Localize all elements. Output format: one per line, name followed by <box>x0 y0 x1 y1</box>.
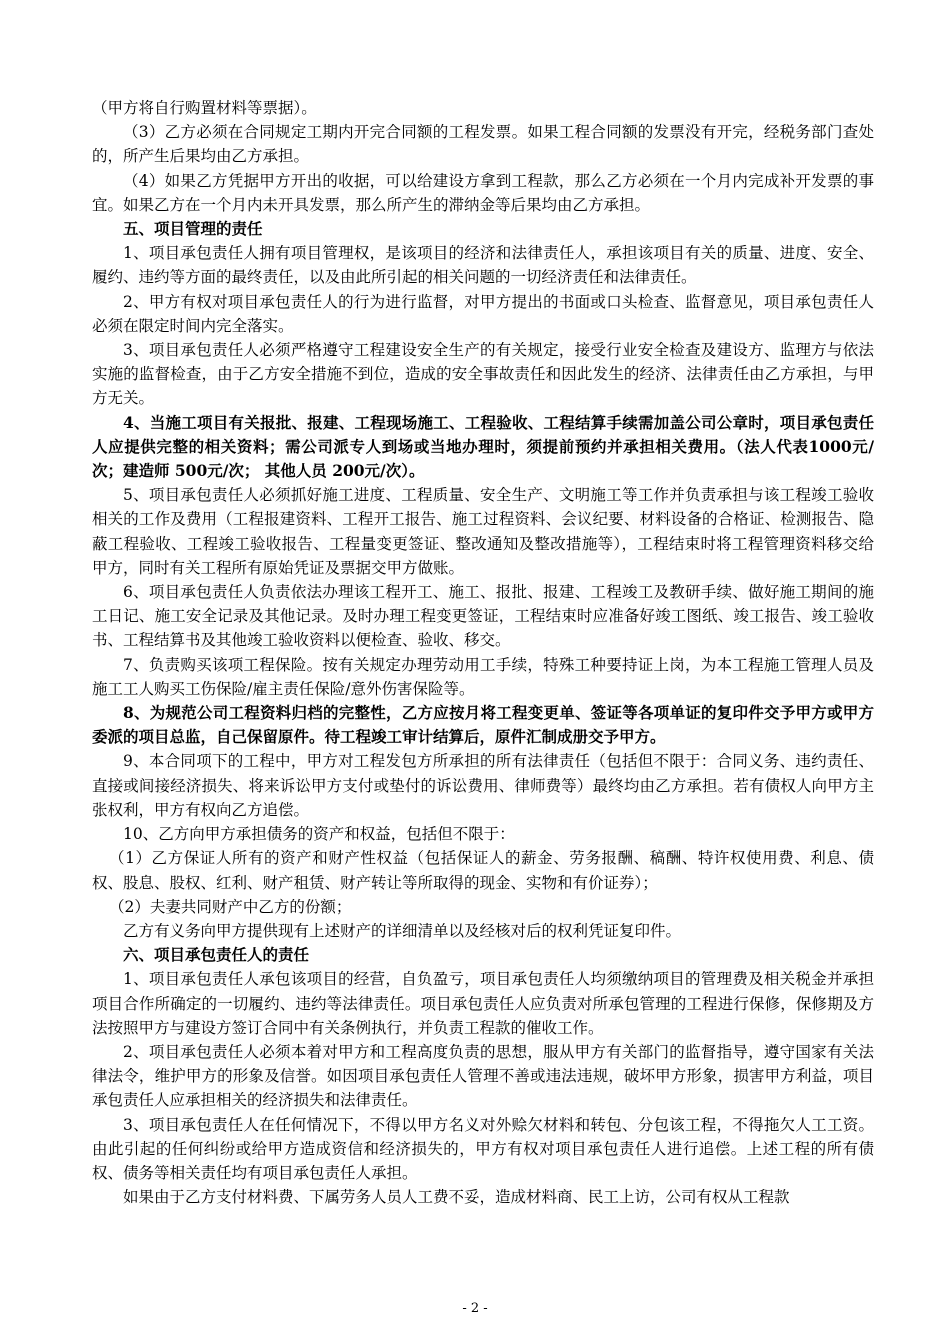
paragraph: 10、乙方向甲方承担债务的资产和权益，包括但不限于： <box>123 825 515 844</box>
paragraph: 3、项目承包责任人在任何情况下，不得以甲方名义对外赊欠材料和转包、分包该工程，不得拖欠人工工资。由此引起的任何纠纷或给甲方造成资信和经济损失的，甲方有权对项目承包责任人进行追偿。上述工程的所有债权、债务等相关责任均有项目承包责任人承担。 <box>92 1115 874 1182</box>
paragraph: （1）乙方保证人所有的资产和财产性权益（包括保证人的薪金、劳务报酬、稿酬、特许权使用费、利息、债权、股息、股权、红利、财产租赁、财产转让等所取得的现金、实物和有价证券）； <box>92 849 874 892</box>
page-number: - 2 - <box>462 1301 488 1316</box>
paragraph: 4、当施工项目有关报批、报建、工程现场施工、工程验收、工程结算手续需加盖公司公章时，项目承包责任人应提供完整的相关资料；需公司派专人到场或当地办理时，须提前预约并承担相关费用。（法人代表1000元/次；建造师 500元/次； 其他人员 200元/次）。 <box>92 412 874 481</box>
paragraph: 5、项目承包责任人必须抓好施工进度、工程质量、安全生产、文明施工等工作并负责承担与该工程竣工验收相关的工作及费用（工程报建资料、工程开工报告、施工过程资料、会议纪要、材料设备的合格证、检测报告、隐蔽工程验收、工程竣工验收报告、工程量变更签证、整改通知及整改措施等），工程结束时将工程管理资料移交给甲方，同时有关工程所有原始凭证及票据交甲方做账。 <box>92 486 874 577</box>
paragraph: 3、项目承包责任人必须严格遵守工程建设安全生产的有关规定，接受行业安全检查及建设方、监理方与依法实施的监督检查，由于乙方安全措施不到位，造成的安全事故责任和因此发生的经济、法律责任由乙方承担，与甲方无关。 <box>92 341 874 408</box>
paragraph: 1、项目承包责任人承包该项目的经营，自负盈亏，项目承包责任人均须缴纳项目的管理费及相关税金并承担项目合作所确定的一切履约、违约等法律责任。项目承包责任人应负责对所承包管理的工程进行保修，保修期及方法按照甲方与建设方签订合同中有关条例执行，并负责工程款的催收工作。 <box>92 970 874 1037</box>
section-heading: 六、项目承包责任人的责任 <box>123 945 310 965</box>
paragraph: （3）乙方必须在合同规定工期内开完合同额的工程发票。如果工程合同额的发票没有开完，经税务部门查处的，所产生后果均由乙方承担。 <box>92 123 874 166</box>
paragraph: 8、为规范公司工程资料归档的完整性，乙方应按月将工程变更单、签证等各项单证的复印件交予甲方或甲方委派的项目总监，自己保留原件。待工程竣工审计结算后，原件汇制成册交予甲方。 <box>92 703 874 747</box>
paragraph: 2、项目承包责任人必须本着对甲方和工程高度负责的思想，服从甲方有关部门的监督指导，遵守国家有关法律法令，维护甲方的形象及信誉。如因项目承包责任人管理不善或违法违规，破坏甲方形象，损害甲方利益，项目承包责任人应承担相关的经济损失和法律责任。 <box>92 1042 874 1110</box>
document-body <box>92 96 874 1209</box>
paragraph: 7、负责购买该项工程保险。按有关规定办理劳动用工手续，特殊工种要持证上岗，为本工程施工管理人员及施工工人购买工伤保险/雇主责任保险/意外伤害保险等。 <box>92 655 874 698</box>
paragraph: 乙方有义务向甲方提供现有上述财产的详细清单以及经核对后的权利凭证复印件。 <box>123 921 682 940</box>
paragraph: 如果由于乙方支付材料费、下属劳务人员人工费不妥，造成材料商、民工上访，公司有权从工程款 <box>123 1188 790 1207</box>
section-heading: 五、项目管理的责任 <box>123 219 263 239</box>
paragraph: 9、本合同项下的工程中，甲方对工程发包方所承担的所有法律责任（包括但不限于：合同义务、违约责任、直接或间接经济损失、将来诉讼甲方支付或垫付的诉讼费用、律师费等）最终均由乙方承担。若有债权人向甲方主张权利，甲方有权向乙方追偿。 <box>92 752 874 819</box>
paragraph: （2）夫妻共同财产中乙方的份额； <box>109 897 352 916</box>
paragraph: 2、甲方有权对项目承包责任人的行为进行监督，对甲方提出的书面或口头检查、监督意见，项目承包责任人必须在限定时间内完全落实。 <box>92 292 874 335</box>
paragraph: （甲方将自行购置材料等票据）。 <box>92 99 317 117</box>
paragraph: （4）如果乙方凭据甲方开出的收据，可以给建设方拿到工程款，那么乙方必须在一个月内完成补开发票的事宜。如果乙方在一个月内未开具发票，那么所产生的滞纳金等后果均由乙方承担。 <box>92 171 874 214</box>
paragraph: 1、项目承包责任人拥有项目管理权，是该项目的经济和法律责任人，承担该项目有关的质量、进度、安全、履约、违约等方面的最终责任，以及由此所引起的相关问题的一切经济责任和法律责任。 <box>92 244 874 287</box>
paragraph: 6、项目承包责任人负责依法办理该工程开工、施工、报批、报建、工程竣工及教研手续、做好施工期间的施工日记、施工安全记录及其他记录。及时办理工程变更签证，工程结束时应准备好竣工图纸、竣工报告、竣工验收书、工程结算书及其他竣工验收资料以便检查、验收、移交。 <box>92 583 874 650</box>
